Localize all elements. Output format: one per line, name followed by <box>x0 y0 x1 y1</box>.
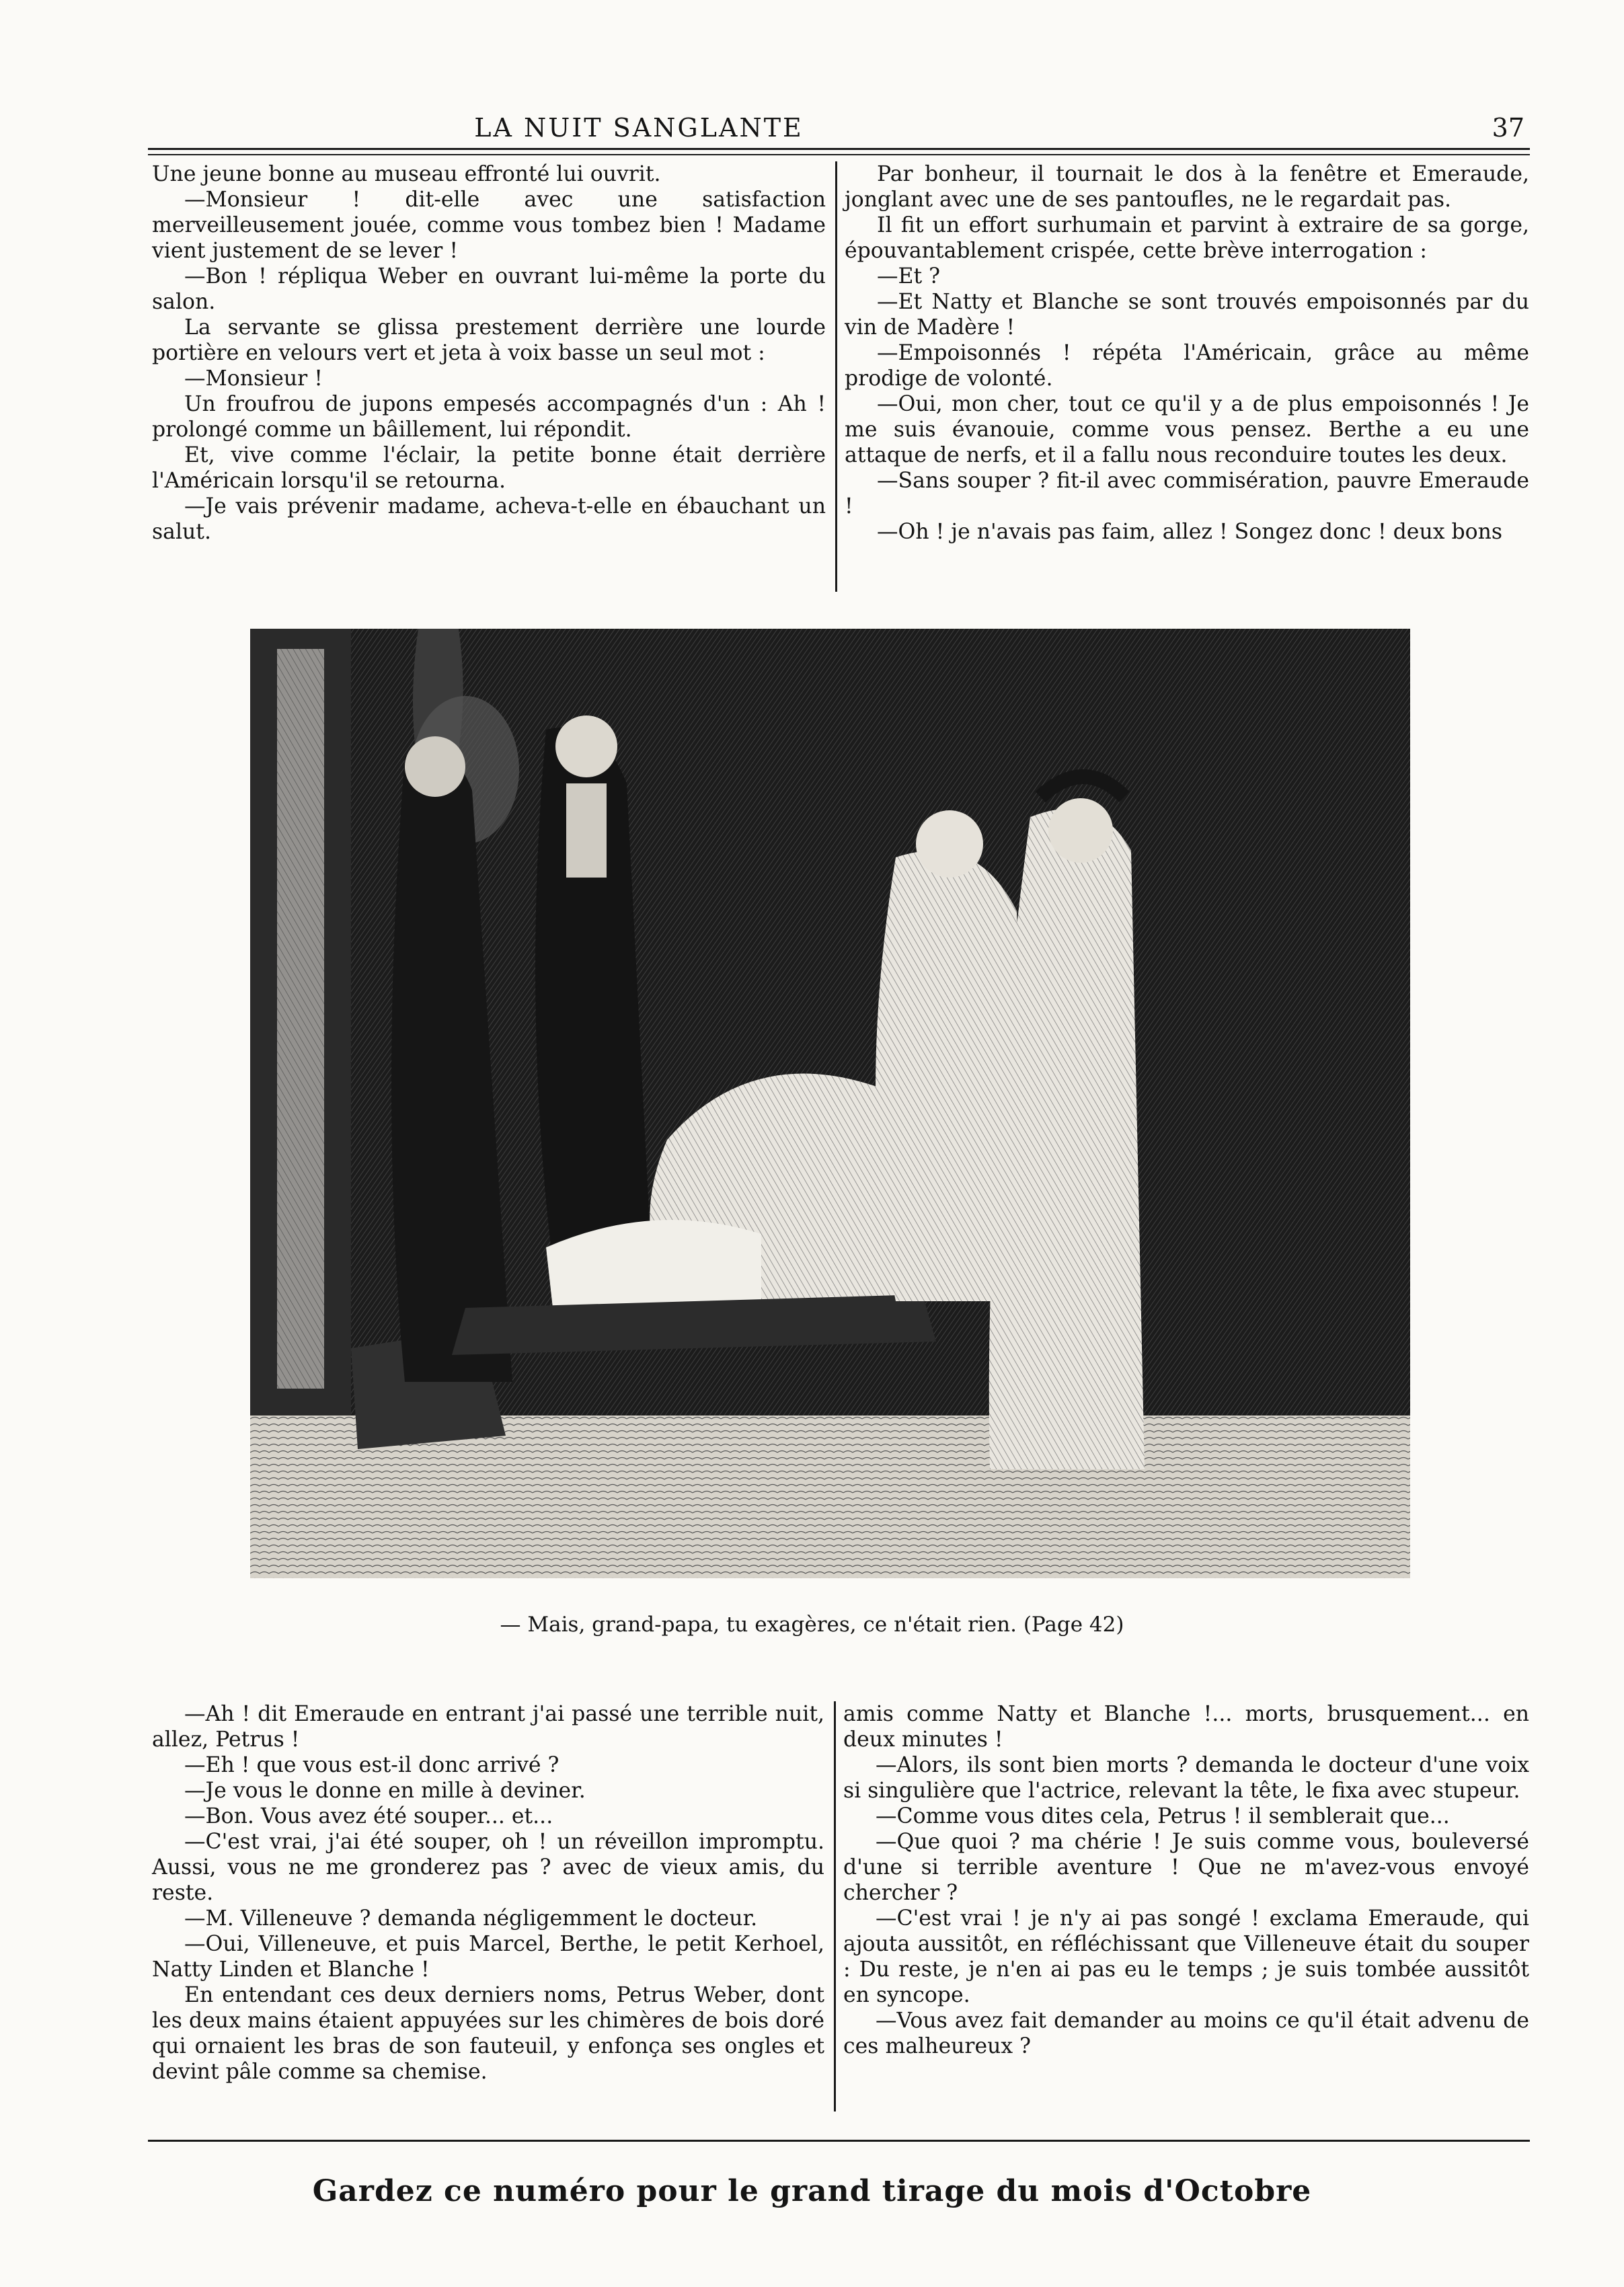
top-right-column <box>845 161 1529 545</box>
engraving-illustration <box>250 629 1410 1578</box>
top-left-column <box>152 161 826 545</box>
paragraph: Et, vive comme l'éclair, la petite bonne était derrière l'Américain lorsqu'il se retourna. <box>152 443 826 493</box>
paragraph: Il fit un effort surhumain et parvint à extraire de sa gorge, épouvantablement crispée, cette brève interrogation : <box>845 213 1529 263</box>
paragraph: —Bon. Vous avez été souper... et... <box>184 1804 553 1828</box>
column-divider <box>835 161 837 592</box>
paragraph: —C'est vrai, j'ai été souper, oh ! un réveillon impromptu. Aussi, vous ne me gronderez pas ? avec de vieux amis, du reste. <box>152 1830 824 1905</box>
paragraph: —Sans souper ? fit-il avec commisération, pauvre Emeraude ! <box>845 469 1529 518</box>
paragraph: Une jeune bonne au museau effronté lui ouvrit. <box>152 162 661 186</box>
paragraph: —Eh ! que vous est-il donc arrivé ? <box>184 1753 559 1777</box>
running-header-title: LA NUIT SANGLANTE <box>474 113 804 143</box>
paragraph: —Oui, mon cher, tout ce qu'il y a de plus empoisonnés ! Je me suis évanouie, comme vous pensez. Berthe a eu une attaque de nerfs, et il a fallu nous reconduire toutes les deux. <box>845 392 1529 467</box>
paragraph: —Monsieur ! <box>184 366 323 391</box>
paragraph: —Oui, Villeneuve, et puis Marcel, Berthe, le petit Kerhoel, Natty Linden et Blanche ! <box>152 1932 824 1982</box>
paragraph: —Et ? <box>877 264 941 288</box>
paragraph: —Empoisonnés ! répéta l'Américain, grâce au même prodige de volonté. <box>845 341 1529 391</box>
page-number: 37 <box>1492 113 1524 143</box>
paragraph: —Que quoi ? ma chérie ! Je suis comme vous, bouleversé d'une si terrible aventure ! Que ne m'avez-vous envoyé chercher ? <box>843 1830 1529 1905</box>
paragraph: La servante se glissa prestement derrière une lourde portière en velours vert et jeta à voix basse un seul mot : <box>152 315 826 365</box>
footer-notice: Gardez ce numéro pour le grand tirage du mois d'Octobre <box>312 2174 1312 2208</box>
illustration-caption: — Mais, grand-papa, tu exagères, ce n'était rien. (Page 42) <box>500 1613 1124 1637</box>
paragraph: —Je vous le donne en mille à deviner. <box>184 1779 586 1803</box>
bottom-right-column <box>843 1701 1529 2059</box>
paragraph: —C'est vrai ! je n'y ai pas songé ! exclama Emeraude, qui ajouta aussitôt, en réfléchissant que Villeneuve était du souper : Du reste, je n'en ai pas eu le temps ; je suis tombée aussitôt en syncope. <box>843 1906 1529 2007</box>
header-rule-thin <box>148 154 1530 155</box>
header-rule <box>148 148 1530 150</box>
footer-rule <box>148 2140 1530 2142</box>
paragraph: —M. Villeneuve ? demanda négligemment le docteur. <box>184 1906 758 1931</box>
paragraph: amis comme Natty et Blanche !... morts, brusquement... en deux minutes ! <box>843 1702 1529 1752</box>
bottom-left-column <box>152 1701 824 2085</box>
paragraph: Un froufrou de jupons empesés accompagnés d'un : Ah ! prolongé comme un bâillement, lui répondit. <box>152 392 826 442</box>
paragraph: En entendant ces deux derniers noms, Petrus Weber, dont les deux mains étaient appuyées sur les chimères de bois doré qui ornaient les bras de son fauteuil, y enfonça ses ongles et devint pâle comme sa chemise. <box>152 1983 824 2084</box>
paragraph: —Bon ! répliqua Weber en ouvrant lui-même la porte du salon. <box>152 264 826 314</box>
paragraph: —Ah ! dit Emeraude en entrant j'ai passé une terrible nuit, allez, Petrus ! <box>152 1702 824 1752</box>
paragraph: —Comme vous dites cela, Petrus ! il semblerait que... <box>876 1804 1450 1828</box>
paragraph: —Je vais prévenir madame, acheva-t-elle en ébauchant un salut. <box>152 494 826 544</box>
paragraph: —Alors, ils sont bien morts ? demanda le docteur d'une voix si singulière que l'actrice, relevant la tête, le fixa avec stupeur. <box>843 1753 1529 1803</box>
paragraph: —Et Natty et Blanche se sont trouvés empoisonnés par du vin de Madère ! <box>845 290 1529 340</box>
paragraph: —Vous avez fait demander au moins ce qu'il était advenu de ces malheureux ? <box>843 2009 1529 2058</box>
paragraph: —Oh ! je n'avais pas faim, allez ! Songez donc ! deux bons <box>877 520 1503 544</box>
column-divider <box>834 1701 836 2111</box>
paragraph: —Monsieur ! dit-elle avec une satisfaction merveilleusement jouée, comme vous tombez bien ! Madame vient justement de se lever ! <box>152 188 826 263</box>
paragraph: Par bonheur, il tournait le dos à la fenêtre et Emeraude, jonglant avec une de ses pantoufles, ne le regardait pas. <box>845 162 1529 212</box>
